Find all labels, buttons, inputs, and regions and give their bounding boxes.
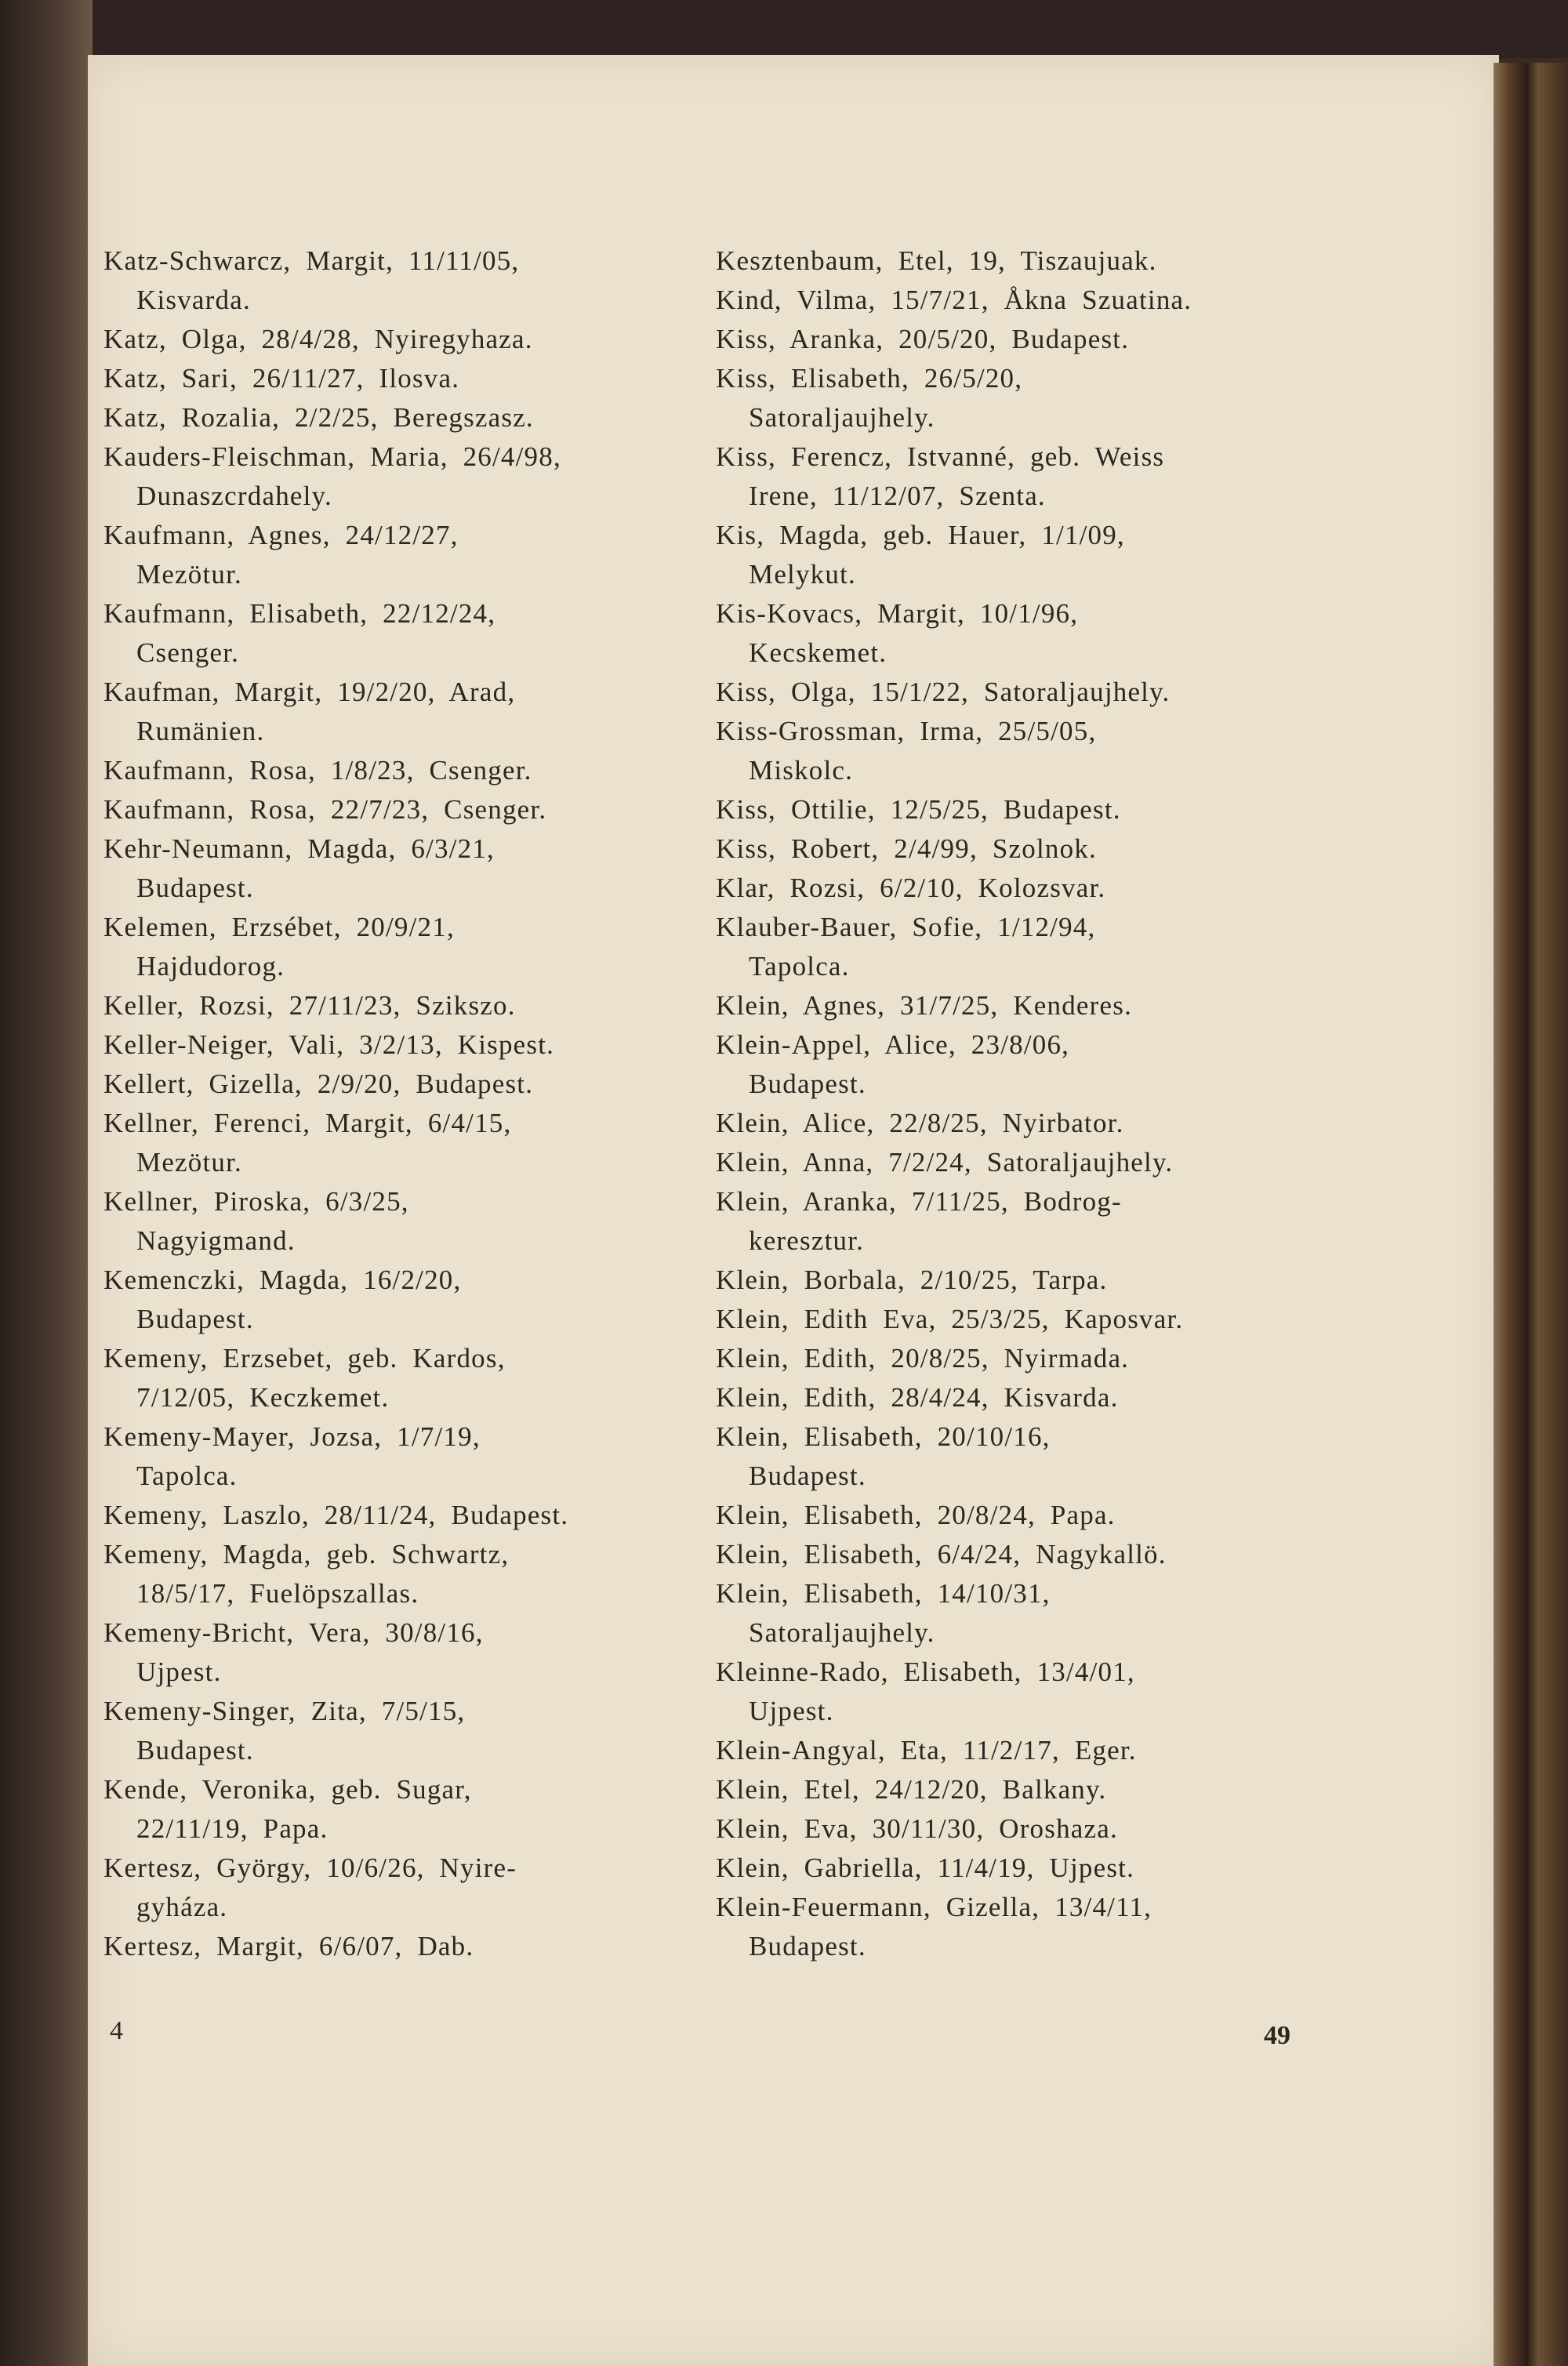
list-entry	[716, 1261, 1192, 1300]
scan-top-border	[0, 0, 1568, 58]
list-entry	[716, 1731, 1192, 1770]
entry-line: Kertesz, Margit, 6/6/07, Dab.	[103, 1931, 474, 1961]
list-entry	[716, 1535, 1192, 1574]
list-entry	[103, 320, 568, 359]
entry-line: Kis, Magda, geb. Hauer, 1/1/09,	[716, 520, 1125, 550]
list-entry	[103, 241, 568, 320]
entry-line: Kiss, Olga, 15/1/22, Satoraljaujhely.	[716, 677, 1171, 707]
list-entry	[103, 1927, 568, 1966]
entry-line: Katz, Sari, 26/11/27, Ilosva.	[103, 363, 460, 394]
entry-line: Kellert, Gizella, 2/9/20, Budapest.	[103, 1069, 534, 1099]
entry-line: Klein, Elisabeth, 6/4/24, Nagykallö.	[716, 1539, 1167, 1569]
list-entry	[103, 1065, 568, 1104]
entry-line: Kaufmann, Rosa, 22/7/23, Csenger.	[103, 794, 547, 825]
list-entry	[103, 1496, 568, 1535]
list-entry	[716, 359, 1192, 437]
list-entry	[103, 359, 568, 398]
list-entry	[103, 829, 568, 908]
entry-line: Kemeny-Singer, Zita, 7/5/15,	[103, 1696, 466, 1726]
entry-line: Klein, Eva, 30/11/30, Oroshaza.	[716, 1813, 1118, 1844]
list-entry	[716, 1182, 1192, 1261]
entry-line: Kaufmann, Rosa, 1/8/23, Csenger.	[103, 755, 532, 786]
entry-line: Kaufmann, Elisabeth, 22/12/24,	[103, 598, 496, 629]
entry-continuation-line: Kecskemet.	[749, 637, 887, 668]
entry-line: Kemenczki, Magda, 16/2/20,	[103, 1265, 462, 1295]
list-entry	[103, 1849, 568, 1927]
entry-line: Kemeny, Erzsebet, geb. Kardos,	[103, 1343, 506, 1374]
list-entry	[716, 1888, 1192, 1966]
list-entry	[103, 594, 568, 673]
entry-continuation-line: keresztur.	[749, 1225, 865, 1256]
entry-line: Klein-Appel, Alice, 23/8/06,	[716, 1029, 1070, 1060]
entry-line: Klein, Agnes, 31/7/25, Kenderes.	[716, 990, 1133, 1021]
entry-continuation-line: Budapest.	[136, 1304, 254, 1334]
list-entry	[716, 1339, 1192, 1378]
entry-continuation-line: Tapolca.	[749, 951, 850, 982]
list-entry	[716, 1104, 1192, 1143]
list-entry	[103, 790, 568, 829]
list-entry	[716, 790, 1192, 829]
entry-continuation-line: Mezötur.	[136, 559, 242, 590]
list-entry	[716, 1770, 1192, 1809]
entry-continuation-line: 18/5/17, Fuelöpszallas.	[136, 1578, 419, 1609]
entry-line: Klein, Edith, 28/4/24, Kisvarda.	[716, 1382, 1119, 1413]
list-entry	[103, 437, 568, 516]
entry-line: Klein, Edith, 20/8/25, Nyirmada.	[716, 1343, 1130, 1374]
list-entry	[103, 673, 568, 751]
list-entry	[103, 908, 568, 986]
entry-continuation-line: Melykut.	[749, 559, 856, 590]
entry-continuation-line: Budapest.	[749, 1461, 866, 1491]
entry-continuation-line: Budapest.	[136, 1735, 254, 1765]
entry-line: Katz, Rozalia, 2/2/25, Beregszasz.	[103, 402, 534, 433]
entry-continuation-line: Nagyigmand.	[136, 1225, 296, 1256]
entry-line: Kelemen, Erzsébet, 20/9/21,	[103, 912, 455, 942]
entry-continuation-line: Satoraljaujhely.	[749, 402, 935, 433]
list-entry	[103, 516, 568, 594]
entry-continuation-line: Mezötur.	[136, 1147, 242, 1178]
list-entry	[103, 398, 568, 437]
entry-line: Kleinne-Rado, Elisabeth, 13/4/01,	[716, 1657, 1135, 1687]
entry-line: Kiss, Ottilie, 12/5/25, Budapest.	[716, 794, 1121, 825]
list-entry	[716, 829, 1192, 869]
list-entry	[716, 1025, 1192, 1104]
entry-line: Kesztenbaum, Etel, 19, Tiszaujuak.	[716, 245, 1157, 276]
left-column	[103, 241, 568, 1966]
entry-line: Kende, Veronika, geb. Sugar,	[103, 1774, 472, 1805]
entry-line: Kiss, Robert, 2/4/99, Szolnok.	[716, 833, 1097, 864]
entry-continuation-line: Irene, 11/12/07, Szenta.	[749, 481, 1046, 511]
list-entry	[716, 241, 1192, 281]
entry-continuation-line: Csenger.	[136, 637, 240, 668]
list-entry	[716, 1809, 1192, 1849]
entry-continuation-line: Budapest.	[749, 1069, 866, 1099]
list-entry	[716, 1574, 1192, 1653]
list-entry	[103, 1613, 568, 1692]
entry-line: Kiss, Elisabeth, 26/5/20,	[716, 363, 1023, 394]
entry-continuation-line: Rumänien.	[136, 716, 265, 746]
entry-continuation-line: Satoraljaujhely.	[749, 1617, 935, 1648]
entry-continuation-line: gyháza.	[136, 1892, 228, 1922]
list-entry	[716, 1496, 1192, 1535]
entry-continuation-line: 7/12/05, Keczkemet.	[136, 1382, 390, 1413]
page-number-right: 49	[1264, 2021, 1290, 2050]
list-entry	[716, 1653, 1192, 1731]
entry-continuation-line: Kisvarda.	[136, 285, 251, 315]
entry-continuation-line: Budapest.	[136, 873, 254, 903]
book-spine-edge	[0, 0, 93, 2366]
list-entry	[716, 1417, 1192, 1496]
entry-line: Klauber-Bauer, Sofie, 1/12/94,	[716, 912, 1096, 942]
list-entry	[716, 869, 1192, 908]
entry-line: Klein, Edith Eva, 25/3/25, Kaposvar.	[716, 1304, 1184, 1334]
entry-line: Katz-Schwarcz, Margit, 11/11/05,	[103, 245, 520, 276]
entry-continuation-line: 22/11/19, Papa.	[136, 1813, 328, 1844]
entry-line: Klar, Rozsi, 6/2/10, Kolozsvar.	[716, 873, 1106, 903]
entry-line: Kemeny-Bricht, Vera, 30/8/16,	[103, 1617, 484, 1648]
entry-line: Kiss-Grossman, Irma, 25/5/05,	[716, 716, 1097, 746]
entry-line: Kellner, Piroska, 6/3/25,	[103, 1186, 409, 1217]
list-entry	[716, 1143, 1192, 1182]
entry-line: Kaufmann, Agnes, 24/12/27,	[103, 520, 459, 550]
entry-line: Klein, Aranka, 7/11/25, Bodrog-	[716, 1186, 1122, 1217]
entry-line: Kemeny, Laszlo, 28/11/24, Budapest.	[103, 1500, 569, 1530]
list-entry	[103, 1025, 568, 1065]
page-number-left: 4	[110, 2016, 123, 2045]
entry-continuation-line: Ujpest.	[136, 1657, 222, 1687]
list-entry	[716, 281, 1192, 320]
entry-line: Klein, Anna, 7/2/24, Satoraljaujhely.	[716, 1147, 1174, 1178]
entry-continuation-line: Budapest.	[749, 1931, 866, 1961]
entry-line: Kemeny, Magda, geb. Schwartz,	[103, 1539, 510, 1569]
entry-continuation-line: Miskolc.	[749, 755, 854, 786]
entry-line: Klein, Elisabeth, 20/8/24, Papa.	[716, 1500, 1116, 1530]
entry-line: Keller, Rozsi, 27/11/23, Szikszo.	[103, 990, 516, 1021]
list-entry	[103, 1182, 568, 1261]
entry-line: Kiss, Ferencz, Istvanné, geb. Weiss	[716, 441, 1165, 472]
list-entry	[716, 986, 1192, 1025]
entry-line: Kehr-Neumann, Magda, 6/3/21,	[103, 833, 495, 864]
entry-line: Kis-Kovacs, Margit, 10/1/96,	[716, 598, 1079, 629]
entry-line: Kiss, Aranka, 20/5/20, Budapest.	[716, 324, 1130, 354]
list-entry	[103, 1692, 568, 1770]
entry-line: Klein-Feuermann, Gizella, 13/4/11,	[716, 1892, 1152, 1922]
entry-line: Kertesz, György, 10/6/26, Nyire-	[103, 1853, 517, 1883]
list-entry	[103, 751, 568, 790]
entry-line: Kellner, Ferenci, Margit, 6/4/15,	[103, 1108, 512, 1138]
list-entry	[103, 1339, 568, 1417]
list-entry	[103, 1770, 568, 1849]
list-entry	[716, 320, 1192, 359]
entry-line: Klein, Borbala, 2/10/25, Tarpa.	[716, 1265, 1108, 1295]
list-entry	[103, 1104, 568, 1182]
list-entry	[716, 516, 1192, 594]
entry-continuation-line: Dunaszcrdahely.	[136, 481, 332, 511]
list-entry	[103, 986, 568, 1025]
list-entry	[716, 673, 1192, 712]
list-entry	[716, 1378, 1192, 1417]
entry-line: Klein-Angyal, Eta, 11/2/17, Eger.	[716, 1735, 1137, 1765]
entry-line: Klein, Alice, 22/8/25, Nyirbator.	[716, 1108, 1124, 1138]
list-entry	[716, 1300, 1192, 1339]
list-entry	[716, 712, 1192, 790]
list-entry	[716, 437, 1192, 516]
list-entry	[103, 1417, 568, 1496]
list-entry	[716, 1849, 1192, 1888]
right-column	[716, 241, 1192, 1966]
list-entry	[103, 1261, 568, 1339]
list-entry	[716, 908, 1192, 986]
entry-line: Kemeny-Mayer, Jozsa, 1/7/19,	[103, 1421, 481, 1452]
list-entry	[103, 1535, 568, 1613]
page-edges	[1494, 63, 1568, 2366]
entry-line: Kaufman, Margit, 19/2/20, Arad,	[103, 677, 516, 707]
entry-continuation-line: Tapolca.	[136, 1461, 238, 1491]
entry-line: Klein, Etel, 24/12/20, Balkany.	[716, 1774, 1107, 1805]
entry-line: Keller-Neiger, Vali, 3/2/13, Kispest.	[103, 1029, 555, 1060]
entry-continuation-line: Ujpest.	[749, 1696, 834, 1726]
entry-line: Kind, Vilma, 15/7/21, Åkna Szuatina.	[716, 285, 1192, 315]
entry-continuation-line: Hajdudorog.	[136, 951, 285, 982]
entry-line: Klein, Gabriella, 11/4/19, Ujpest.	[716, 1853, 1135, 1883]
entry-line: Kauders-Fleischman, Maria, 26/4/98,	[103, 441, 561, 472]
entry-line: Katz, Olga, 28/4/28, Nyiregyhaza.	[103, 324, 533, 354]
entry-line: Klein, Elisabeth, 14/10/31,	[716, 1578, 1051, 1609]
entry-line: Klein, Elisabeth, 20/10/16,	[716, 1421, 1051, 1452]
list-entry	[716, 594, 1192, 673]
